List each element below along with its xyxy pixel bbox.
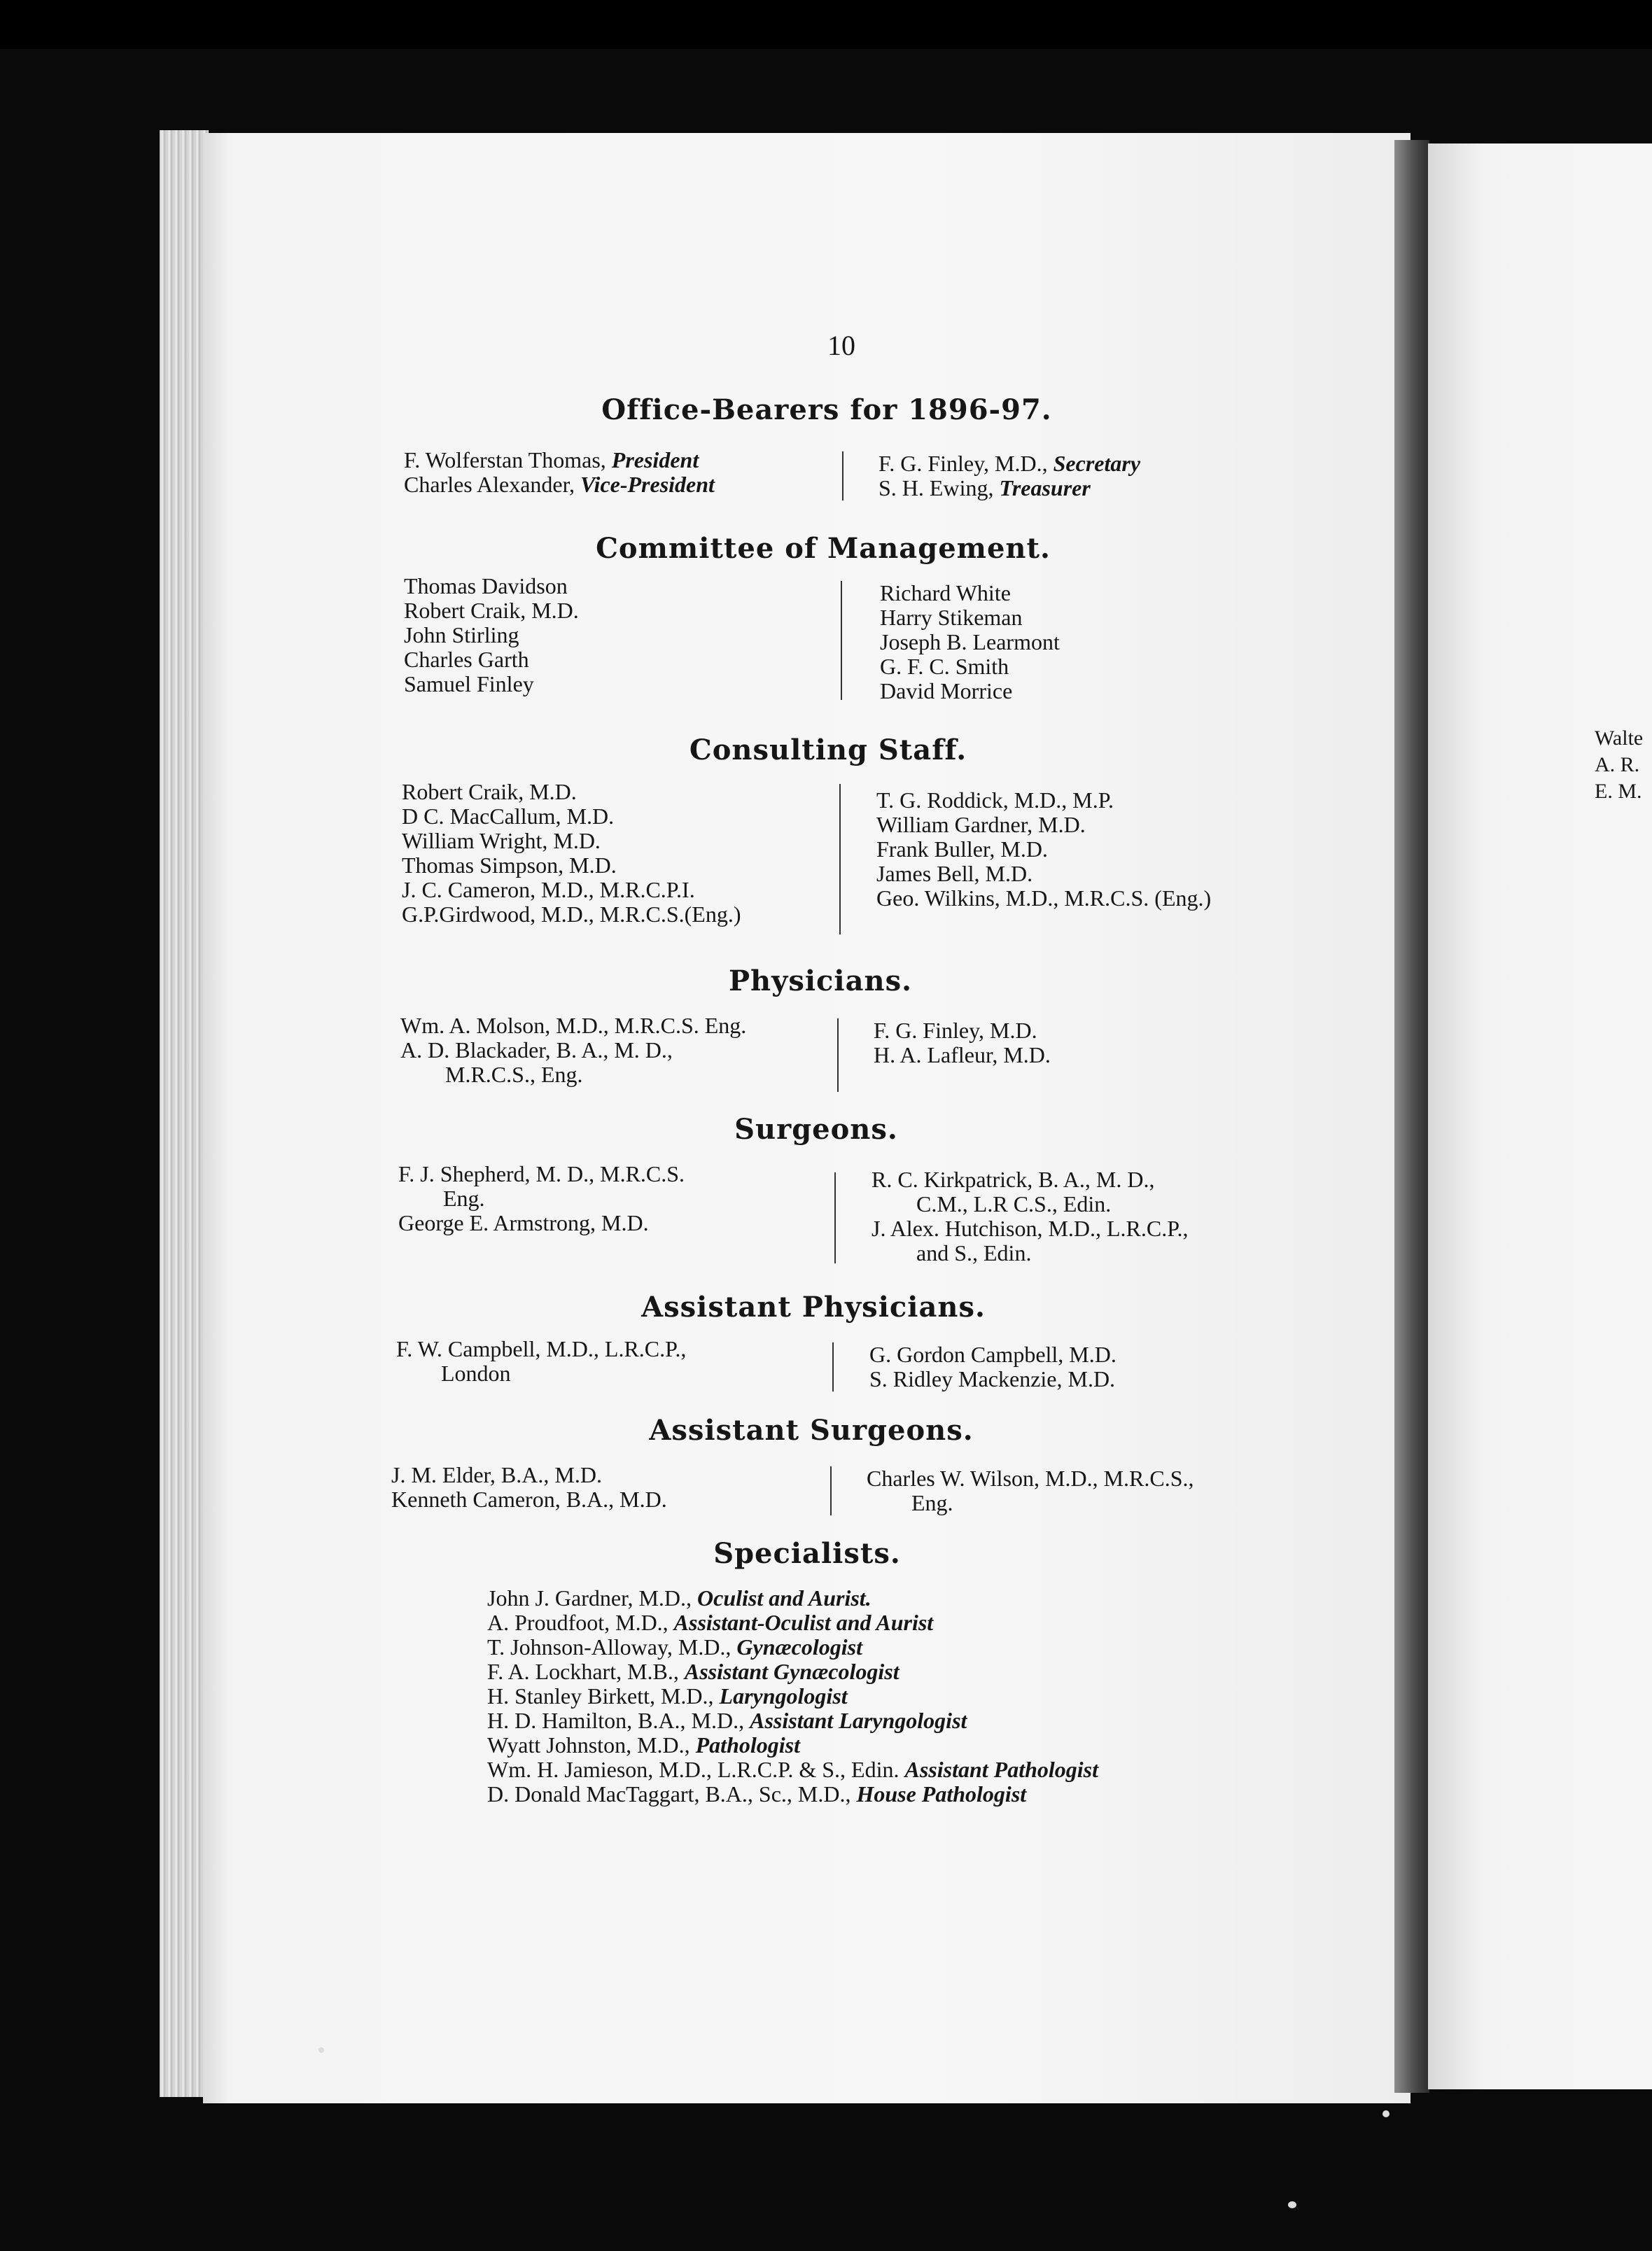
office-bearers-right (878, 451, 1140, 500)
column-divider (830, 1466, 832, 1515)
specialist-entry: D. Donald MacTaggart, B.A., Sc., M.D., House Pathologist (487, 1781, 1027, 1807)
specialist-entry: H. Stanley Birkett, M.D., Laryngologist (487, 1683, 848, 1709)
committee-member: Joseph B. Learmont (880, 629, 1060, 654)
assistant-physician-entry: S. Ridley Mackenzie, M.D. (869, 1366, 1116, 1391)
consulting-member: Robert Craik, M.D. (402, 779, 577, 804)
surgeon-entry: F. J. Shepherd, M. D., M.R.C.S. (398, 1161, 685, 1186)
consulting-member: T. G. Roddick, M.D., M.P. (876, 787, 1114, 813)
column-divider (834, 1172, 836, 1263)
consulting-member: Geo. Wilkins, M.D., M.R.C.S. (Eng.) (876, 885, 1212, 911)
specialist-entry: H. D. Hamilton, B.A., M.D., Assistant Laryngologist (487, 1708, 967, 1733)
surgeon-entry: C.M., L.R C.S., Edin. (916, 1191, 1112, 1216)
committee-member: Robert Craik, M.D. (404, 598, 579, 623)
committee-member: Richard White (880, 580, 1011, 605)
section-heading-surgeons: Surgeons. (734, 1113, 898, 1146)
committee-left (404, 574, 579, 696)
assistant-physician-entry: G. Gordon Campbell, M.D. (869, 1342, 1116, 1367)
consulting-member: J. C. Cameron, M.D., M.R.C.P.I. (402, 877, 695, 902)
scan-top-band (0, 0, 1652, 49)
consulting-left (402, 780, 741, 927)
facing-fragment: E. M. (1595, 780, 1642, 803)
physician-entry: F. G. Finley, M.D. (874, 1018, 1037, 1043)
committee-member: Charles Garth (404, 647, 529, 672)
consulting-member: William Wright, M.D. (402, 828, 601, 853)
consulting-member: D C. MacCallum, M.D. (402, 804, 615, 829)
office-bearer-entry: S. H. Ewing, Treasurer (878, 475, 1091, 500)
section-heading-consulting: Consulting Staff. (689, 734, 967, 766)
assistant-surgeon-entry: Eng. (911, 1490, 953, 1515)
column-divider (839, 784, 841, 934)
specialist-entry: F. A. Lockhart, M.B., Assistant Gynæcologist (487, 1659, 899, 1684)
column-divider (841, 581, 842, 700)
specialist-entry: T. Johnson-Alloway, M.D., Gynæcologist (487, 1634, 862, 1660)
assistant-surgeons-left (391, 1463, 667, 1512)
section-heading-assistant-surgeons: Assistant Surgeons. (649, 1414, 974, 1447)
section-heading-assistant-physicians: Assistant Physicians. (641, 1291, 986, 1324)
assistant-physicians-right (869, 1342, 1116, 1391)
physician-entry: H. A. Lafleur, M.D. (874, 1042, 1051, 1067)
dust-speck (318, 2047, 324, 2053)
committee-member: Thomas Davidson (404, 573, 568, 598)
committee-member: G. F. C. Smith (880, 654, 1009, 679)
facing-fragment: A. R. (1595, 753, 1640, 776)
physicians-right (874, 1018, 1051, 1067)
column-divider (837, 1018, 839, 1092)
assistant-physicians-left (396, 1337, 686, 1386)
section-heading-office-bearers: Office-Bearers for 1896-97. (601, 393, 1052, 426)
committee-member: John Stirling (404, 622, 519, 647)
physician-entry: M.R.C.S., Eng. (445, 1062, 583, 1087)
page-number: 10 (827, 330, 855, 361)
surgeons-left (398, 1162, 685, 1235)
office-bearer-entry: F. Wolferstan Thomas, President (404, 447, 699, 472)
office-bearer-entry: F. G. Finley, M.D., Secretary (878, 451, 1141, 476)
column-divider (842, 451, 844, 500)
consulting-right (876, 788, 1211, 911)
dust-speck (1382, 2110, 1390, 2117)
specialist-entry: Wyatt Johnston, M.D., Pathologist (487, 1732, 800, 1758)
section-heading-committee: Committee of Management. (596, 532, 1051, 565)
consulting-member: James Bell, M.D. (876, 861, 1033, 886)
committee-member: Harry Stikeman (880, 605, 1023, 630)
physician-entry: A. D. Blackader, B. A., M. D., (400, 1037, 673, 1063)
assistant-surgeon-entry: J. M. Elder, B.A., M.D. (391, 1462, 602, 1487)
assistant-physician-entry: F. W. Campbell, M.D., L.R.C.P., (396, 1336, 687, 1361)
committee-member: David Morrice (880, 678, 1013, 703)
column-divider (832, 1342, 834, 1391)
surgeon-entry: Eng. (443, 1186, 485, 1211)
consulting-member: G.P.Girdwood, M.D., M.R.C.S.(Eng.) (402, 902, 741, 927)
surgeon-entry: George E. Armstrong, M.D. (398, 1210, 649, 1235)
assistant-surgeons-right (867, 1466, 1194, 1515)
office-bearers-left (404, 448, 715, 497)
facing-fragment: Walte (1595, 727, 1644, 750)
physician-entry: Wm. A. Molson, M.D., M.R.C.S. Eng. (400, 1013, 747, 1038)
surgeons-right (872, 1167, 1188, 1265)
surgeon-entry: R. C. Kirkpatrick, B. A., M. D., (872, 1167, 1155, 1192)
specialists-list (487, 1586, 1098, 1807)
dust-speck (1288, 2201, 1296, 2208)
section-heading-specialists: Specialists. (713, 1537, 901, 1570)
specialist-entry: A. Proudfoot, M.D., Assistant-Oculist and Aurist (487, 1610, 934, 1635)
committee-member: Samuel Finley (404, 671, 534, 696)
office-bearer-entry: Charles Alexander, Vice-President (404, 472, 715, 497)
assistant-physician-entry: London (441, 1361, 511, 1386)
specialist-entry: Wm. H. Jamieson, M.D., L.R.C.P. & S., Edin. Assistant Pathologist (487, 1757, 1098, 1782)
surgeon-entry: J. Alex. Hutchison, M.D., L.R.C.P., (872, 1216, 1189, 1241)
committee-right (880, 581, 1060, 703)
assistant-surgeon-entry: Kenneth Cameron, B.A., M.D. (391, 1487, 667, 1512)
specialist-entry: John J. Gardner, M.D., Oculist and Aurist. (487, 1585, 872, 1611)
consulting-member: Frank Buller, M.D. (876, 836, 1048, 862)
assistant-surgeon-entry: Charles W. Wilson, M.D., M.R.C.S., (867, 1466, 1194, 1491)
consulting-member: Thomas Simpson, M.D. (402, 853, 617, 878)
section-heading-physicians: Physicians. (728, 965, 913, 997)
physicians-left (400, 1014, 746, 1087)
consulting-member: William Gardner, M.D. (876, 812, 1086, 837)
surgeon-entry: and S., Edin. (916, 1240, 1032, 1265)
